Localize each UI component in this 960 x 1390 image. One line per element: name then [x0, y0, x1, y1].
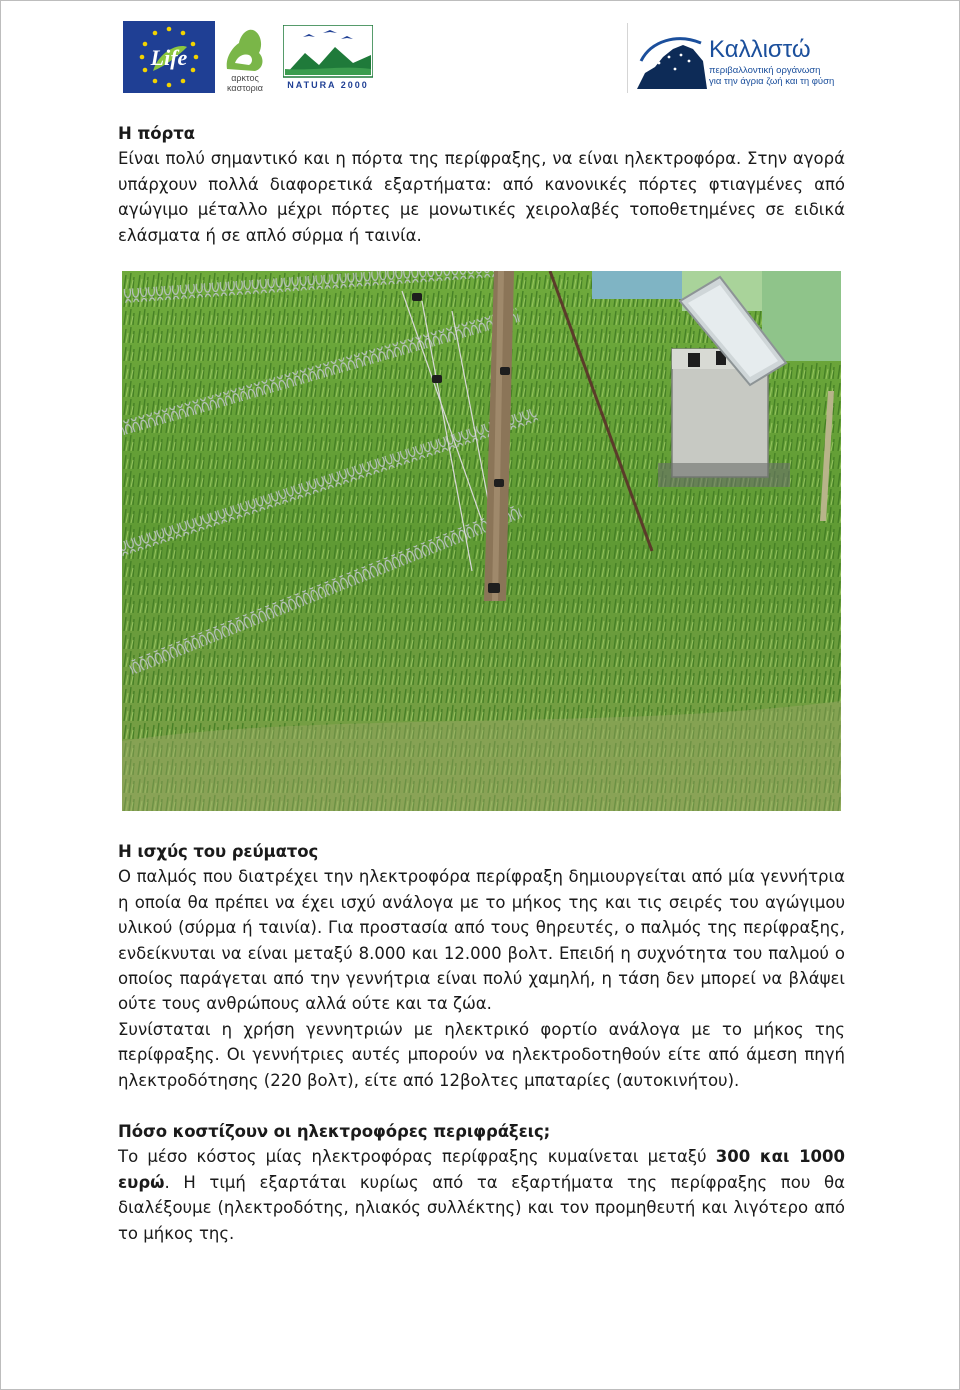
kallisto-title: Καλλιστώ: [709, 36, 811, 63]
arktos-logo: [219, 23, 271, 95]
electric-fence-photo: [122, 271, 841, 811]
life-logo: [123, 21, 215, 93]
cost-text-after: . Η τιμή εξαρτάται κυρίως από τα εξαρτήματα της περίφραξης που θα διαλέξουμε (ηλεκτροδότης, ηλιακός συλλέκτης) και τον προμηθευτή και λιγότερο από το μήκος της.: [118, 1172, 845, 1243]
section-gate: [118, 121, 845, 248]
kallisto-logo: [637, 27, 837, 93]
natura-2000-logo: [283, 25, 373, 91]
section-cost: [118, 1119, 845, 1246]
arktos-logo-line1: αρκτος: [231, 73, 259, 83]
cost-paragraph: [118, 1144, 845, 1246]
gate-paragraph: Είναι πολύ σημαντικό και η πόρτα της περίφραξης, να είναι ηλεκτροφόρα. Στην αγορά υπάρχουν πολλά διαφορετικά εξαρτήματα: από κανονικές πόρτες φτιαγμένες από αγώγιμο μέταλλο μέχρι πόρτες με μονωτικές χειρολαβές τοποθετημένες σε ειδικά ελάσματα ή σε απλό σύρμα ή ταινία.: [118, 149, 845, 245]
logo-divider: [627, 23, 628, 93]
gate-heading: Η πόρτα: [118, 124, 195, 143]
section-power: [118, 839, 845, 1093]
power-paragraph-1: Ο παλμός που διατρέχει την ηλεκτροφόρα περίφραξη δημιουργείται από μία γεννήτρια η οποία θα πρέπει να έχει ισχύ ανάλογα με το μήκος της και τις σειρές του αγώγιμου υλικού (σύρμα ή ταινία). Για προστασία από τους θηρευτές, ο παλμός της περίφραξης, ενδείκνυται να είναι μεταξύ 8.000 και 12.000 βολτ. Επειδή η συχνότητα του παλμού ο οποίος παράγεται από την γεννήτρια είναι πολύ χαμηλή, η τάση δεν μπορεί να βλάψει ούτε τους ανθρώπους αλλά ούτε και τα ζώα.: [118, 867, 845, 1014]
life-logo-text: Life: [150, 45, 188, 70]
arktos-logo-line2: καστορια: [227, 83, 263, 93]
cost-range-bold: 300 και 1000 ευρώ: [118, 1147, 846, 1192]
cost-heading: Πόσο κοστίζουν οι ηλεκτροφόρες περιφράξεις;: [118, 1122, 551, 1141]
kallisto-subtitle-line1: περιβαλλοντική οργάνωση: [709, 65, 821, 76]
power-paragraph-2: Συνίσταται η χρήση γεννητριών με ηλεκτρικό φορτίο ανάλογα με το μήκος της περίφραξης. Οι γεννήτριες αυτές μπορούν να ηλεκτροδοτηθούν είτε από άμεση πηγή ηλεκτροδότησης (220 βολτ), είτε από 12βολτες μπαταρίες (αυτοκινήτου).: [118, 1019, 845, 1090]
cost-text-before: Το μέσο κόστος μίας ηλεκτροφόρας περίφραξης κυμαίνεται μεταξύ: [118, 1147, 716, 1167]
natura-logo-text: NATURA 2000: [287, 80, 369, 90]
logo-header: [1, 1, 959, 111]
kallisto-subtitle-line2: για την άγρια ζωή και τη φύση: [709, 76, 835, 87]
power-heading: Η ισχύς του ρεύματος: [118, 842, 319, 861]
